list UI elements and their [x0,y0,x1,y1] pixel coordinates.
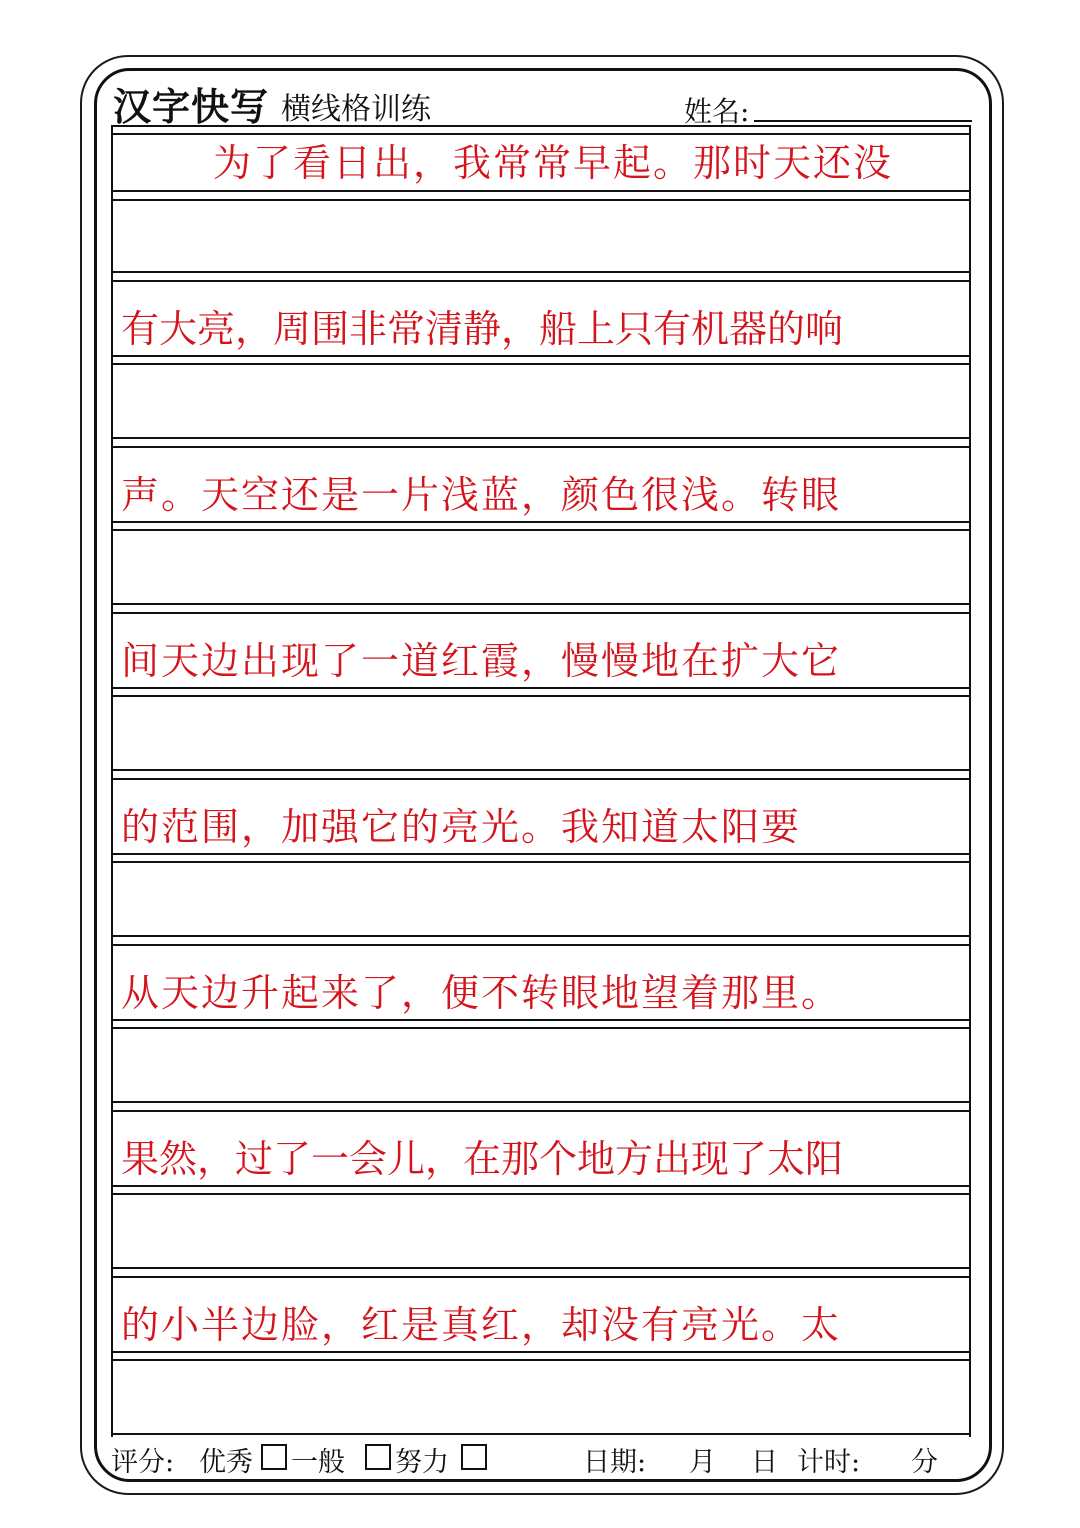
grid-line [113,1359,969,1361]
timer-label: 计时: [797,1447,861,1478]
grid-line [113,1027,969,1029]
handwriting-line-6: 从天边升起来了，便不转眼地望着那里。 [121,971,842,1015]
grid-line [113,280,969,282]
name-field-line[interactable] [754,120,972,122]
grid-line [113,861,969,863]
minute-label: 分 [911,1447,938,1478]
grid-line [113,363,969,365]
grid-line [113,612,969,614]
grid-line [113,603,969,605]
day-label: 日 [751,1447,778,1478]
grid-line [113,1110,969,1112]
option-effort-label: 努力 [395,1447,449,1478]
option-average-label: 一般 [291,1447,345,1478]
handwriting-line-7: 果然，过了一会儿，在那个地方出现了太阳 [121,1137,844,1181]
grid-line [113,125,969,127]
grid-line [113,1193,969,1195]
grid-line [113,769,969,771]
footer-bar [111,1440,971,1480]
grid-line [113,199,969,201]
handwriting-line-3: 声。天空还是一片浅蓝，颜色很浅。转眼 [121,473,842,517]
grid-line [113,271,969,273]
worksheet-title: 汉字快写 [113,85,270,129]
handwriting-line-4: 间天边出现了一道红霞，慢慢地在扩大它 [121,639,842,683]
handwriting-line-8: 的小半边脸，红是真红，却没有亮光。太 [121,1303,842,1347]
worksheet-subtitle: 横线格训练 [281,92,431,127]
effort-checkbox[interactable] [461,1444,487,1470]
excellent-checkbox[interactable] [261,1444,287,1470]
grid-line [113,437,969,439]
average-checkbox[interactable] [365,1444,391,1470]
grid-line [113,944,969,946]
grid-line [113,935,969,937]
grid-line [113,1433,969,1435]
grid-line [113,1276,969,1278]
grid-line [113,446,969,448]
option-excellent-label: 优秀 [199,1447,253,1478]
name-label: 姓名: [684,95,750,128]
month-label: 月 [689,1447,716,1478]
handwriting-line-1: 为了看日出，我常常早起。那时天还没 [213,141,894,185]
grid-line [113,529,969,531]
date-label: 日期: [583,1447,647,1478]
grid-line [113,1101,969,1103]
handwriting-line-5: 的范围，加强它的亮光。我知道太阳要 [121,805,802,849]
grid-line [113,778,969,780]
handwriting-line-2: 有大亮，周围非常清静，船上只有机器的响 [121,307,844,351]
score-label: 评分: [111,1447,175,1478]
writing-grid [111,125,971,1437]
grid-line [113,1267,969,1269]
grid-line [113,695,969,697]
